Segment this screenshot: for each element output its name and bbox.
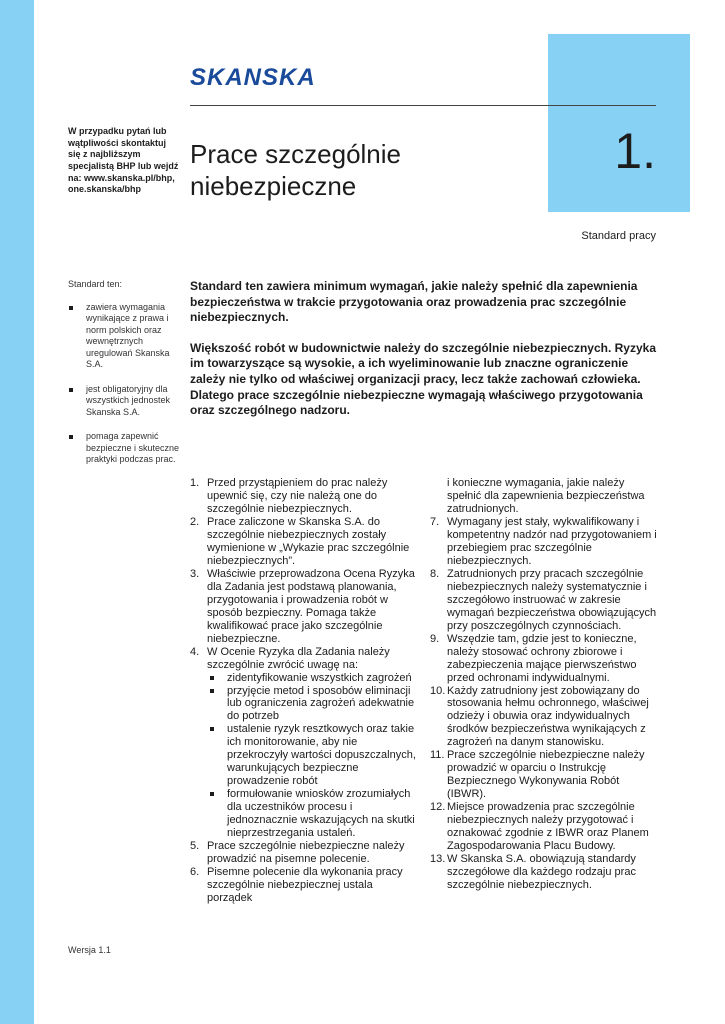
list-item-text: Pisemne polecenie dla wykonania pracy szczególnie niebezpiecznej ustala porządek (207, 866, 403, 904)
document-version: Wersja 1.1 (68, 945, 111, 955)
sub-list-item: ustalenie ryzyk resztkowych oraz takie ich monitorowanie, aby nie przekroczyły wartości dopuszczalnych, warunkujących bezpieczne prowadzenie robót (207, 723, 420, 788)
list-item-number: 6. (190, 866, 200, 879)
standard-number: 1. (614, 123, 656, 179)
intro-text (190, 279, 660, 434)
list-item (190, 568, 420, 646)
list-item-number: 9. (430, 632, 440, 645)
list-item-text: Zatrudnionych przy pracach szczególnie niebezpiecznych należy systematycznie i szczegółowo instruować w zakresie wymagań bezpieczeństwa obowiązujących przy poszczególnych czynnościach. (447, 567, 657, 632)
list-item-text: Wymagany jest stały, wykwalifikowany i kompetentny nadzór nad przygotowaniem i przebiegiem prac szczególnie niebezpiecznych. (447, 515, 657, 567)
sidebar-list (68, 302, 180, 466)
list-item-number: 10. (430, 684, 446, 697)
sub-list (207, 672, 420, 841)
list-item-text: Właściwie przeprowadzona Ocena Ryzyka dla Zadania jest podstawą planowania, przygotowania i prowadzenia robót w sposób bezpieczny. Pomaga także kwalifikować prace jako szczególnie niebezpieczne. (207, 567, 415, 645)
list-item (430, 749, 660, 801)
requirements-list-continued (430, 477, 660, 892)
list-item (190, 866, 420, 905)
list-item-text: Przed przystąpieniem do prac należy upewnić się, czy nie należą one do szczególnie niebezpiecznych. (207, 477, 388, 515)
list-item-number: 3. (190, 567, 200, 580)
list-item (430, 633, 660, 685)
sidebar-summary (68, 279, 180, 479)
intro-paragraph-1: Standard ten zawiera minimum wymagań, jakie należy spełnić dla zapewnienia bezpieczeństwa w trakcie przygotowania oraz prowadzenia prac szczególnie niebezpiecznych. (190, 279, 638, 325)
list-item (430, 516, 660, 568)
intro-paragraph-2: Większość robót w budownictwie należy do szczególnie niebezpiecznych. Ryzyka im towarzyszące są wysokie, a ich wyeliminowanie lub znaczne ograniczenie zależy nie tylko od właściwej organizacji pracy, lecz także zachowań człowieka. Dlatego prace szczególnie niebezpieczne wymagają właściwego przygotowania oraz szczególnego nadzoru. (190, 340, 657, 418)
list-item-number: 4. (190, 645, 200, 658)
sidebar-item: zawiera wymagania wynikające z prawa i norm polskich oraz wewnętrznych uregulowań Skanska S.A. (68, 302, 180, 371)
left-accent-strip (0, 0, 34, 1024)
list-item (190, 646, 420, 841)
sidebar-item: jest obligatoryjny dla wszystkich jednostek Skanska S.A. (68, 384, 180, 419)
requirements-column-1 (190, 477, 420, 905)
list-item-text: W Skanska S.A. obowiązują standardy szczegółowe dla każdego rodzaju prac szczególnie niebezpiecznych. (447, 853, 636, 892)
list-item-text: Wszędzie tam, gdzie jest to konieczne, należy stosować ochrony zbiorowe i zabezpieczenia mające pierwszeństwo przed ochronami indywidualnymi. (447, 632, 637, 684)
list-item-number: 1. (190, 477, 200, 489)
list-item-text: Miejsce prowadzenia prac szczególnie niebezpiecznych należy przygotować i oznakować zgodnie z IBWR oraz Planem Zagospodarowania Placu Budowy. (447, 801, 649, 853)
list-item-text: W Ocenie Ryzyka dla Zadania należy szczególnie zwrócić uwagę na: (207, 645, 390, 671)
list-item-number: 13. (430, 853, 446, 866)
list-item (430, 853, 660, 892)
sub-list-item: przyjęcie metod i sposobów eliminacji lub ograniczenia zagrożeń adekwatnie do potrzeb (207, 685, 420, 724)
contact-info: W przypadku pytań lub wątpliwości skontaktuj się z najbliższym specjalistą BHP lub wejdź na: www.skanska.pl/bhp, one.skanska/bhp (68, 126, 179, 195)
list-item (430, 685, 660, 750)
header-divider (190, 105, 656, 106)
list-item-number: 11. (430, 749, 445, 762)
sub-list-item: zidentyfikowanie wszystkich zagrożeń (207, 672, 420, 685)
sidebar-item: pomaga zapewnić bezpieczne i skuteczne praktyki podczas prac. (68, 431, 180, 466)
list-item-text: Prace zaliczone w Skanska S.A. do szczególnie niebezpiecznych zostały wymienione w „Wykazie prac szczególnie niebezpiecznych”. (207, 515, 410, 567)
list-item-text: Prace szczególnie niebezpieczne należy prowadzić na pisemne polecenie. (207, 840, 405, 866)
list-item (190, 477, 420, 516)
list-item-number: 7. (430, 515, 440, 528)
list-item (190, 516, 420, 568)
list-item-text: Prace szczególnie niebezpieczne należy prowadzić w oparciu o Instrukcję Bezpiecznego Wykonywania Robót (IBWR). (447, 749, 645, 801)
standard-label: Standard pracy (581, 230, 656, 242)
sidebar-heading: Standard ten: (68, 279, 123, 289)
standard-number-box (548, 34, 690, 242)
list-item-number: 8. (430, 567, 440, 580)
list-item-number: 5. (190, 840, 200, 853)
list-item (430, 568, 660, 633)
page-title: Prace szczególnie niebezpieczne (190, 139, 401, 202)
requirements-column-2 (430, 477, 660, 892)
list-item (190, 840, 420, 866)
requirements-list (190, 477, 420, 905)
list-item-number: 12. (430, 801, 446, 814)
list-item-continuation: i konieczne wymagania, jakie należy spełnić dla zapewnienia bezpieczeństwa zatrudnionych. (447, 477, 645, 515)
sub-list-item: formułowanie wniosków zrozumiałych dla uczestników procesu i jednoznacznie wskazujących na skutki nieprzestrzegania ustaleń. (207, 788, 420, 840)
list-item-text: Każdy zatrudniony jest zobowiązany do stosowania hełmu ochronnego, właściwej odzieży i obuwia oraz indywidualnych środków bezpieczeństwa wynikających z zagrożeń na danym stanowisku. (447, 684, 649, 749)
list-item-number: 2. (190, 515, 200, 528)
skanska-logo: SKANSKA (190, 64, 316, 91)
list-item (430, 801, 660, 853)
